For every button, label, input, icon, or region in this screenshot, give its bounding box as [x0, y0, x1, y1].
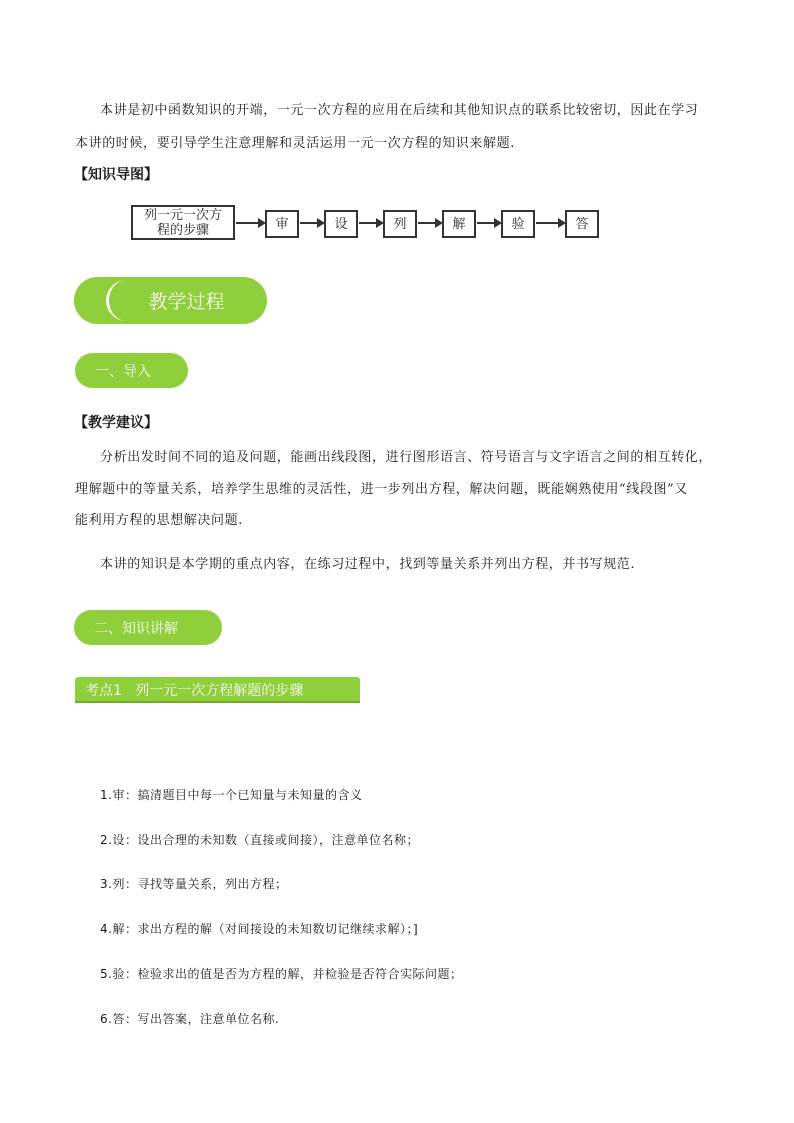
section-one-para1-line1: 分析出发时间不同的追及问题，能画出线段图，进行图形语言、符号语言与文字语言之间的相互转化，	[100, 450, 713, 465]
intro-paragraph	[100, 96, 740, 126]
list-item: 2.设：设出合理的未知数（直接或间接），注意单位名称；	[100, 833, 419, 847]
list-item: 3.列：寻找等量关系，列出方程；	[100, 877, 288, 891]
section-one-para2: 本讲的知识是本学期的重点内容，在练习过程中，找到等量关系并列出方程，并书写规范.	[100, 557, 636, 572]
section-one-para1-line3: 能利用方程的思想解决问题.	[75, 513, 243, 528]
teaching-suggestion-heading: 【教学建议】	[74, 415, 158, 431]
list-item: 6.答：写出答案，注意单位名称.	[100, 1012, 280, 1026]
section-banner: 教学过程	[106, 280, 264, 321]
list-item: 5.验：检验求出的值是否为方程的解，并检验是否符合实际问题；	[100, 967, 463, 981]
flowchart-arrow	[536, 222, 564, 224]
intro-paragraph-cont	[75, 129, 735, 159]
section-two-pill: 二、知识讲解	[74, 610, 222, 645]
flowchart-arrow	[477, 222, 500, 224]
key-point-bar: 考点1 列一元一次方程解题的步骤	[75, 677, 360, 703]
section-one-pill: 一、导入	[75, 353, 188, 388]
intro-line-2: 本讲的时候，要引导学生注意理解和灵活运用一元一次方程的知识来解题.	[75, 136, 515, 151]
flowchart-step-yan: 验	[501, 210, 535, 238]
key-point-underline	[75, 701, 360, 703]
knowledge-map-heading: 【知识导图】	[74, 167, 158, 183]
flowchart-arrow	[300, 222, 323, 224]
list-item: 4.解：求出方程的解（对间接设的未知数切记继续求解）；]	[100, 922, 419, 936]
flowchart-arrow	[236, 222, 264, 224]
intro-line-1: 本讲是初中函数知识的开端，一元一次方程的应用在后续和其他知识点的联系比较密切，因此在学习	[100, 103, 699, 118]
flowchart-step-jie: 解	[442, 210, 476, 238]
flowchart-start-line-2: 程的步骤	[156, 222, 209, 238]
flowchart-step-da: 答	[565, 210, 599, 238]
flowchart-arrow	[418, 222, 441, 224]
flowchart-step-lie: 列	[383, 210, 417, 238]
flowchart-step-shen: 审	[265, 210, 299, 238]
flowchart-start-box	[131, 205, 235, 240]
flowchart-start-line-1: 列一元一次方	[143, 207, 222, 223]
list-item: 1.审：搞清题目中每一个已知量与未知量的含义	[100, 788, 363, 802]
section-one-para1-line2: 理解题中的等量关系，培养学生思维的灵活性，进一步列出方程，解决问题，既能娴熟使用“线段图”又	[75, 482, 688, 497]
flowchart-step-she: 设	[324, 210, 358, 238]
flowchart-arrow	[359, 222, 382, 224]
